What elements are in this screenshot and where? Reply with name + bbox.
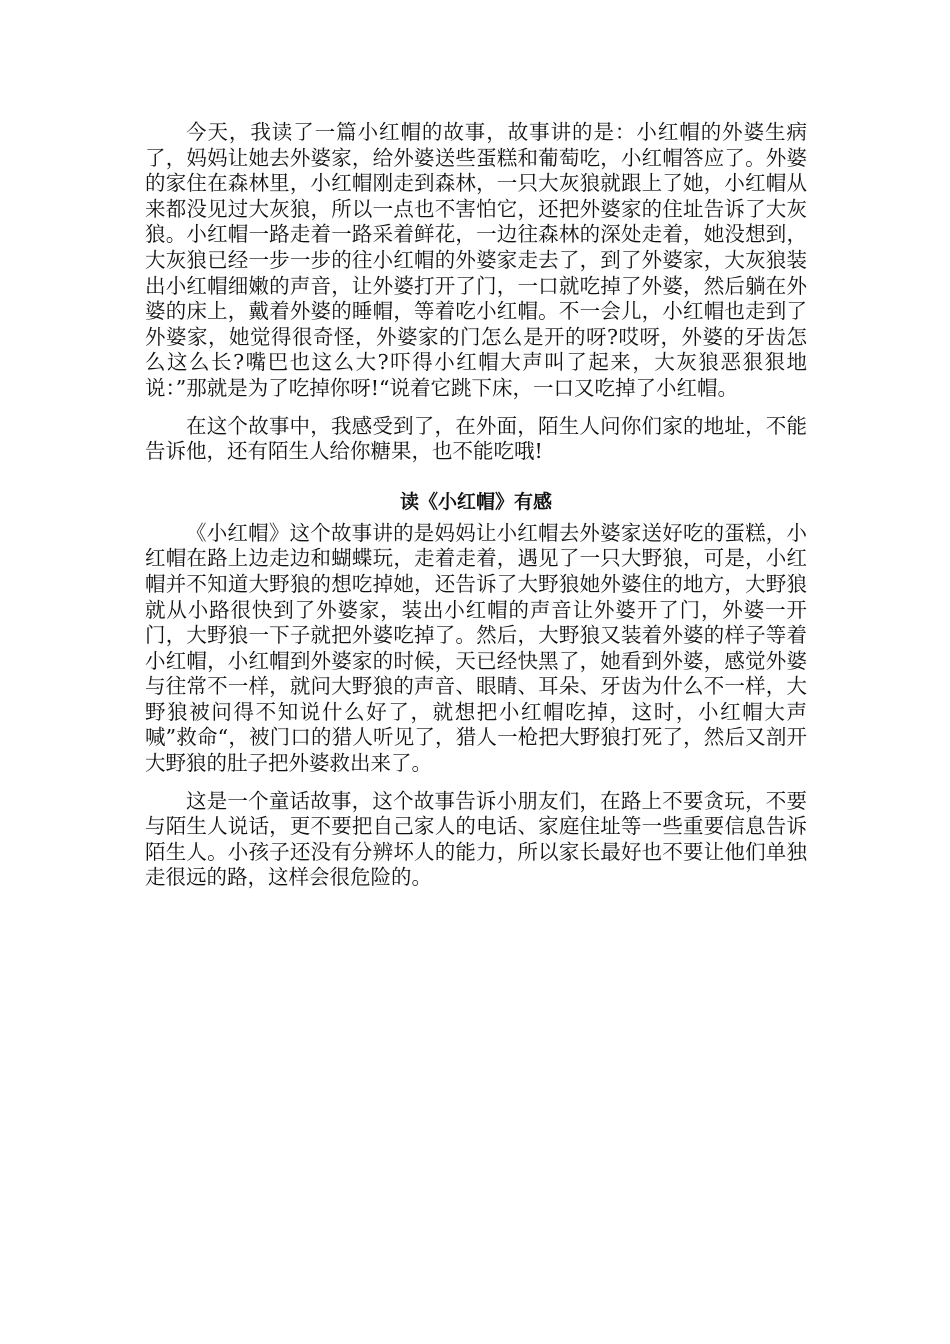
paragraph: 今天，我读了一篇小红帽的故事，故事讲的是：小红帽的外婆生病了，妈妈让她去外婆家，给外婆送些蛋糕和葡萄吃，小红帽答应了。外婆的家住在森林里，小红帽刚走到森林，一只大灰狼就跟上了她，小红帽从来都没见过大灰狼，所以一点也不害怕它，还把外婆家的住址告诉了大灰狼。小红帽一路走着一路采着鲜花，一边往森林的深处走着，她没想到，大灰狼已经一步一步的往小红帽的外婆家走去了，到了外婆家，大灰狼装出小红帽细嫩的声音，让外婆打开了门，一口就吃掉了外婆，然后躺在外婆的床上，戴着外婆的睡帽，等着吃小红帽。不一会儿，小红帽也走到了外婆家，她觉得很奇怪，外婆家的门怎么是开的呀?哎呀，外婆的牙齿怎么这么长?嘴巴也这么大?吓得小红帽大声叫了起来，大灰狼恶狠狠地说：”那就是为了吃掉你呀!“说着它跳下床，一口又吃掉了小红帽。: [145, 120, 807, 400]
section-title: 读《小红帽》有感: [399, 490, 552, 513]
paragraph: 这是一个童话故事，这个故事告诉小朋友们，在路上不要贪玩，不要与陌生人说话，更不要把自己家人的电话、家庭住址等一些重要信息告诉陌生人。小孩子还没有分辨坏人的能力，所以家长最好也不要让他们单独走很远的路，这样会很危险的。: [145, 788, 807, 890]
paragraph: 《小红帽》这个故事讲的是妈妈让小红帽去外婆家送好吃的蛋糕，小红帽在路上边走边和蝴蝶玩，走着走着，遇见了一只大野狼，可是，小红帽并不知道大野狼的想吃掉她，还告诉了大野狼她外婆住的地方，大野狼就从小路很快到了外婆家，装出小红帽的声音让外婆开了门，外婆一开门，大野狼一下子就把外婆吃掉了。然后，大野狼又装着外婆的样子等着小红帽，小红帽到外婆家的时候，天已经快黑了，她看到外婆，感觉外婆与往常不一样，就问大野狼的声音、眼睛、耳朵、牙齿为什么不一样，大野狼被问得不知说什么好了，就想把小红帽吃掉，这时，小红帽大声喊”救命“，被门口的猎人听见了，猎人一枪把大野狼打死了，然后又剖开大野狼的肚子把外婆救出来了。: [145, 520, 807, 776]
document-body: [145, 120, 807, 903]
paragraph: 在这个故事中，我感受到了，在外面，陌生人问你们家的地址，不能告诉他，还有陌生人给你糖果，也不能吃哦!: [145, 413, 807, 464]
